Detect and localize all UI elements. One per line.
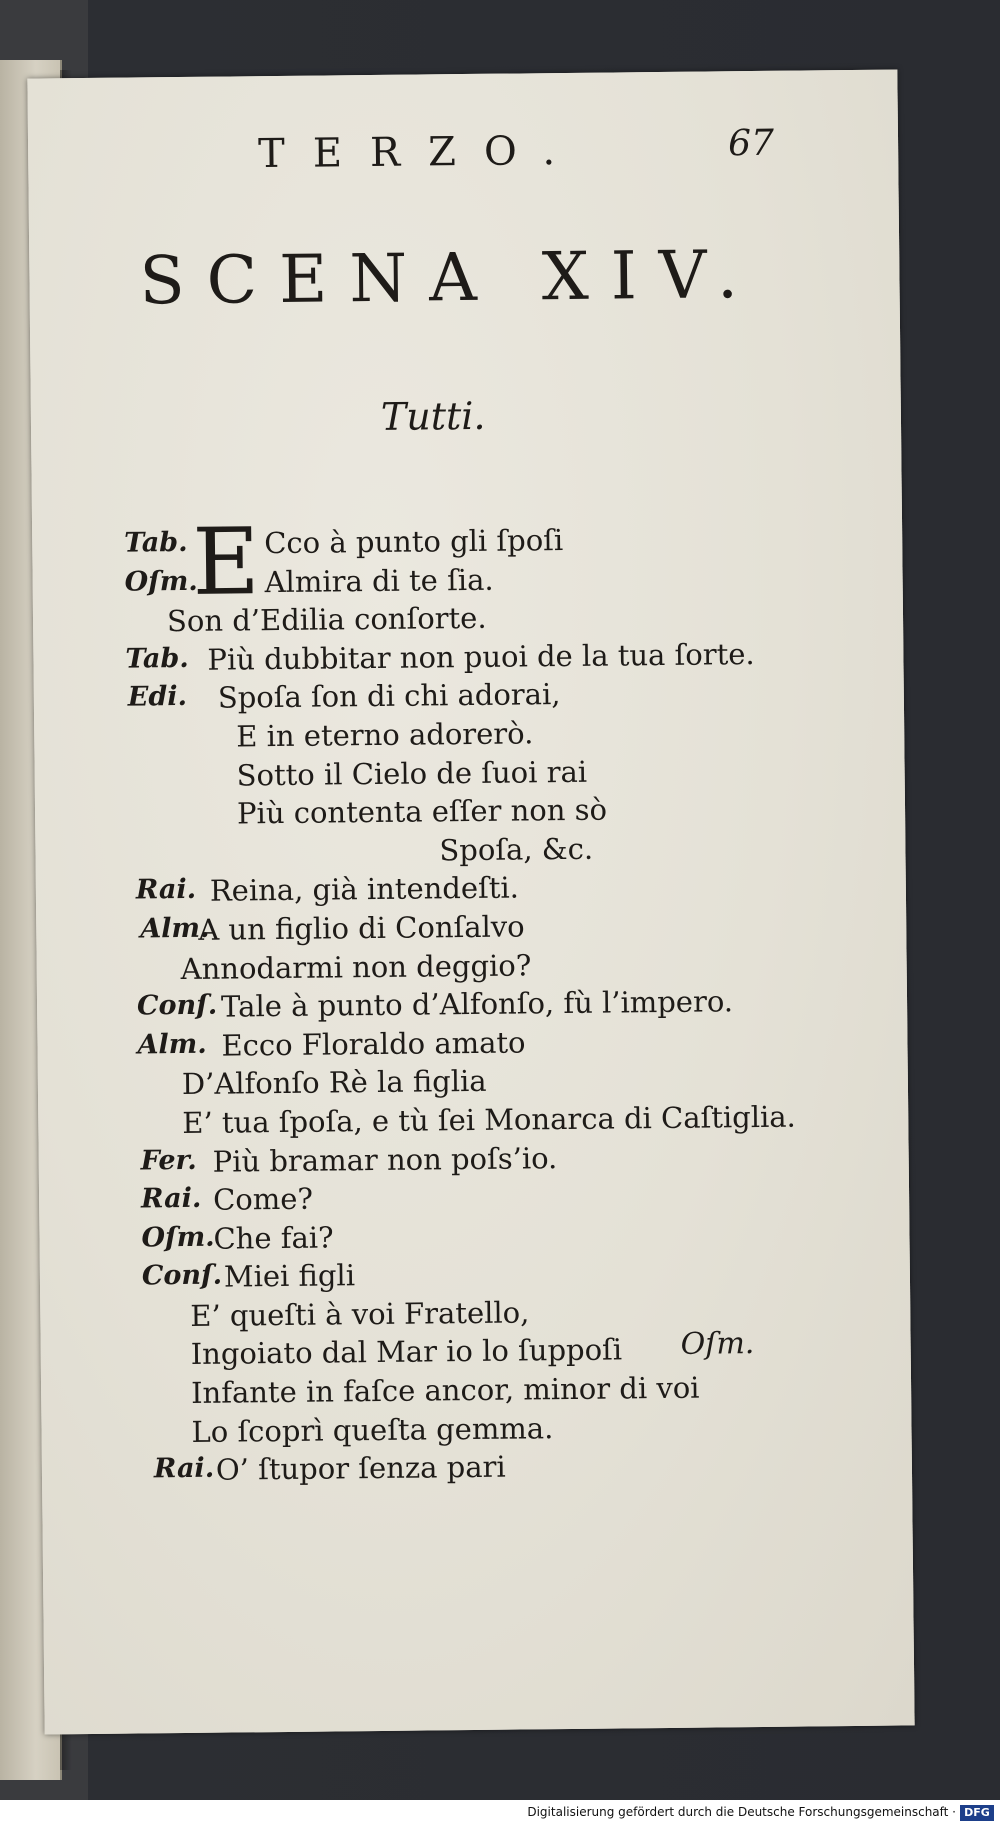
digitization-footer: [0, 1800, 1000, 1828]
dialogue-text: Cco à punto gli ſpoſi: [264, 523, 564, 561]
running-head: TERZO.: [257, 127, 584, 178]
page-number: 67: [727, 122, 775, 165]
dialogue-text: Spoſa, &c.: [439, 831, 594, 868]
scene-title: SCENA XIV.: [139, 235, 761, 320]
speaker-label: Tab.: [124, 526, 188, 559]
dialogue-text: Più dubbitar non puoi de la tua ſorte.: [207, 636, 755, 677]
speaker-label: Alm.: [140, 912, 210, 945]
speaker-label: Tab.: [125, 642, 189, 675]
speaker-label: Conſ.: [136, 989, 218, 1022]
speaker-label: Edi.: [127, 681, 188, 713]
dialogue-text: Che fai?: [213, 1220, 334, 1256]
dialogue-text: Lo ſcoprì queſta gemma.: [191, 1410, 554, 1449]
speaker-label: Alm.: [137, 1028, 207, 1061]
dialogue-text: Son d’Edilia conſorte.: [166, 601, 487, 639]
dialogue-text: Annodarmi non deggio?: [180, 947, 532, 986]
footer-credit: Digitalisierung gefördert durch die Deutsche Forschungsgemeinschaft ·: [527, 1805, 956, 1819]
speaker-label: Rai.: [135, 874, 197, 906]
dialogue-text: Infante in faſce ancor, minor di voi: [190, 1370, 700, 1411]
dialogue-text: Spoſa ſon di chi adorai,: [217, 677, 561, 716]
dialogue-text: Ecco Floraldo amato: [221, 1025, 526, 1063]
speaker-label: Oſm.: [141, 1221, 215, 1254]
speaker-label: Rai.: [153, 1452, 215, 1485]
dialogue-text: O’ ſtupor ſenza pari: [215, 1449, 506, 1487]
dialogue-text: E’ queſti à voi Fratello,: [190, 1295, 530, 1333]
dialogue-line: [124, 1446, 884, 1493]
speaker-label: Conſ.: [141, 1259, 223, 1292]
dialogue-text: Ingoiato dal Mar io lo ſuppoſi: [190, 1332, 623, 1372]
speaker-label: Fer.: [140, 1144, 197, 1176]
dialogue-text: Reina, già intendeſti.: [209, 870, 520, 909]
dialogue-block: [114, 508, 884, 1493]
dialogue-text: Miei figli: [223, 1258, 356, 1294]
dialogue-text: A un figlio di Conſalvo: [198, 909, 525, 947]
dialogue-text: Più bramar non poſs’io.: [212, 1140, 558, 1179]
dialogue-text: Almira di te ſia.: [264, 562, 494, 599]
dialogue-text: E’ tua ſpoſa, e tù ſei Monarca di Caſtiglia.: [182, 1099, 796, 1140]
book-page: [27, 69, 914, 1734]
drop-cap: E: [191, 508, 261, 616]
dialogue-text: Sotto il Cielo de ſuoi rai: [236, 754, 588, 793]
dialogue-text: Più contenta eſſer non sò: [236, 792, 608, 831]
dialogue-text: Tale à punto d’Alfonſo, fù l’impero.: [220, 984, 734, 1024]
catchword: Oſm.: [680, 1326, 755, 1362]
dfg-logo: DFG: [960, 1805, 994, 1821]
scene-characters: Tutti.: [380, 393, 486, 439]
speaker-label: Oſm.: [124, 565, 198, 598]
speaker-label: Rai.: [140, 1182, 202, 1215]
dialogue-text: D’Alfonſo Rè la figlia: [181, 1064, 487, 1102]
dialogue-text: Come?: [212, 1181, 314, 1217]
dialogue-text: E in eterno adorerò.: [236, 716, 534, 754]
